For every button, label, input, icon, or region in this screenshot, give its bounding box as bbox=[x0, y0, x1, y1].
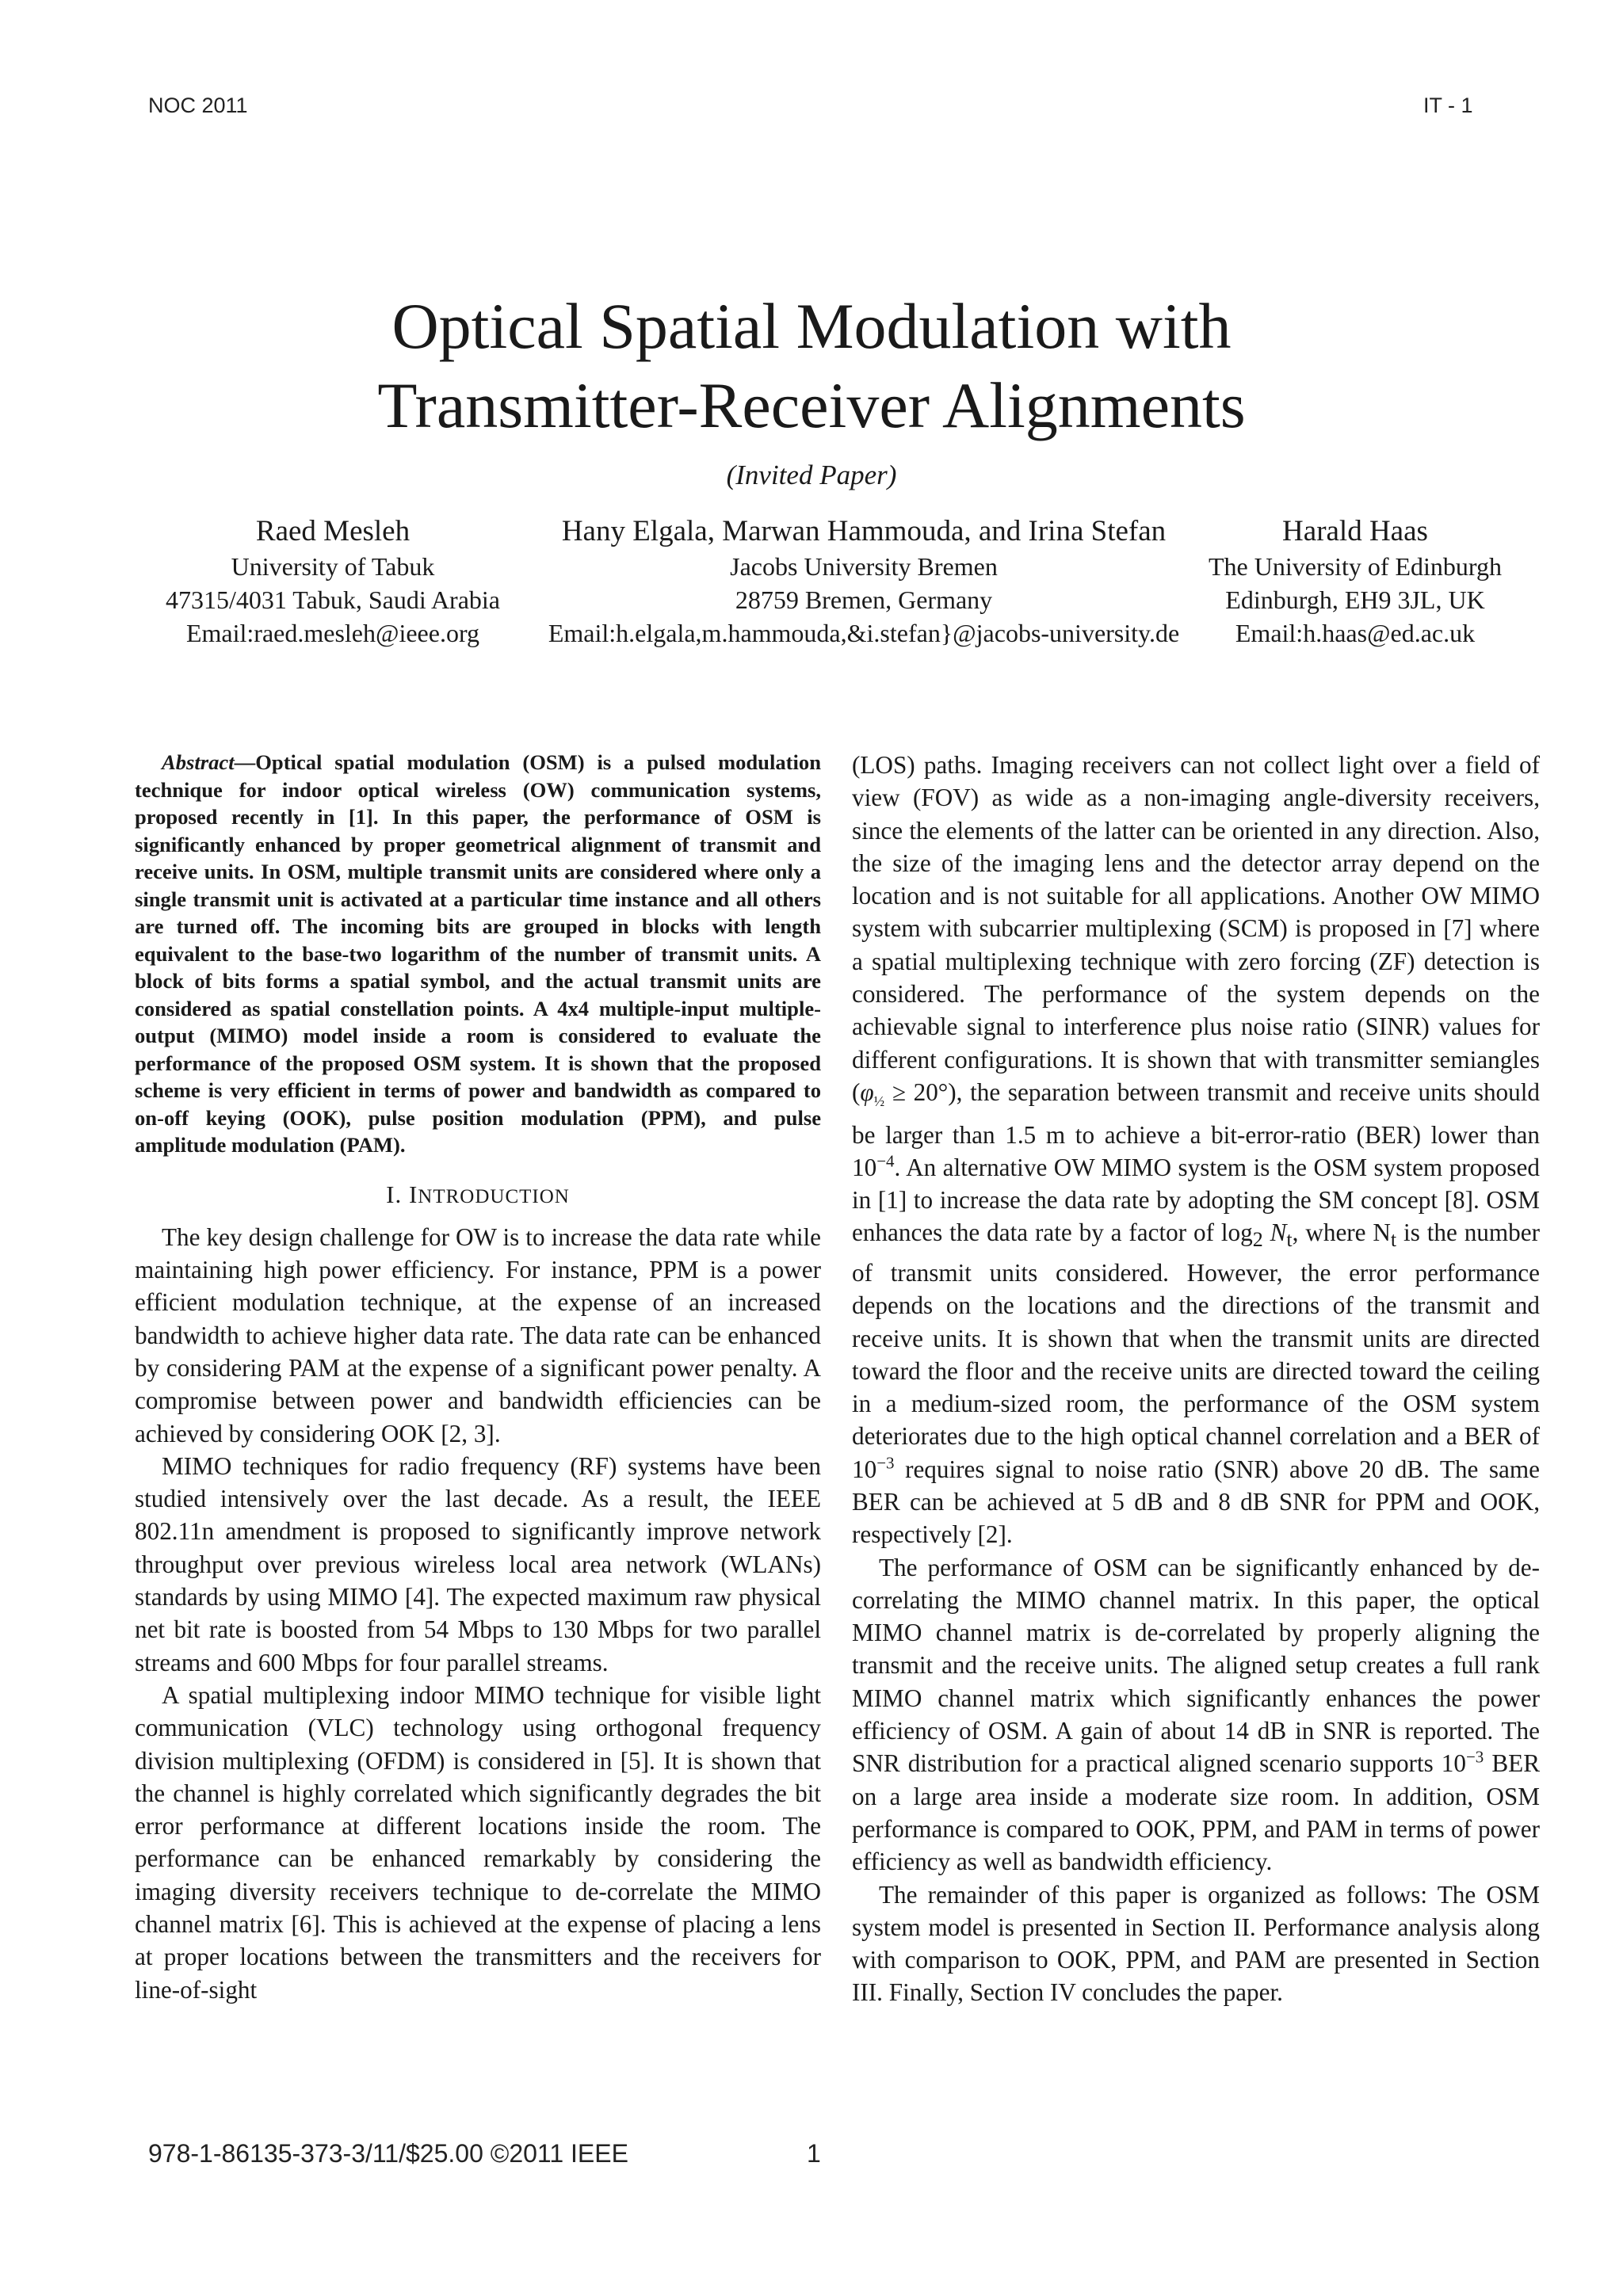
paragraph: The key design challenge for OW is to increase the data rate while maintaining high power efficiency. For instance, PPM is a power efficient modulation technique, at the expense of an increased bandwidth to achieve higher data rate. The data rate can be enhanced by considering PAM at the expense of a significant power penalty. A compromise between power and bandwidth efficiencies can be achieved by considering OOK [2, 3]. bbox=[135, 1222, 821, 1447]
author-affiliation: Jacobs University Bremen bbox=[730, 552, 998, 581]
footer-page-number: 1 bbox=[807, 2139, 821, 2168]
abstract bbox=[135, 749, 821, 1159]
paragraph: The remainder of this paper is organized as follows: The OSM system model is presented in Section II. Performance analysis along with comparison to OOK, PPM, and PAM are presented in Section III. Finally, Section IV concludes the paper. bbox=[852, 1880, 1540, 2007]
nt-subscript: t bbox=[1390, 1228, 1397, 1252]
log-subscript: 2 bbox=[1252, 1228, 1263, 1252]
author-block-3 bbox=[1189, 513, 1522, 650]
section-heading-text: NTRODUCTION bbox=[418, 1185, 570, 1207]
author-name: Harald Haas bbox=[1282, 515, 1428, 547]
author-email: Email:h.elgala,m.hammouda,&i.stefan}@jacobs-university.de bbox=[548, 619, 1180, 647]
author-name: Hany Elgala, Marwan Hammouda, and Irina Stefan bbox=[561, 515, 1167, 547]
nt-subscript: t bbox=[1286, 1228, 1293, 1252]
section-heading-introduction bbox=[135, 1178, 821, 1213]
abstract-text: —Optical spatial modulation (OSM) is a pulsed modulation technique for indoor optical wireless (OW) communication systems, proposed recently in [1]. In this paper, the performance of OSM is significantly enhanced by proper geometrical alignment of transmit and receive units. In OSM, multiple transmit units are considered where only a single transmit unit is activated at a particular time instance and all others are turned off. The incoming bits are grouped in blocks with length equivalent to the base-two logarithm of the number of transmit units. A block of bits forms a spatial symbol, and the actual transmit units are considered as spatial constellation points. A 4x4 multiple-input multiple-output (MIMO) model inside a room is considered to evaluate the performance of the proposed OSM system. It is shown that the proposed scheme is very efficient in terms of power and bandwidth as compared to on-off keying (OOK), pulse position modulation (PPM), and pulse amplitude modulation (PAM). bbox=[135, 750, 821, 1157]
author-email: Email:raed.mesleh@ieee.org bbox=[185, 619, 480, 647]
author-name: Raed Mesleh bbox=[255, 515, 411, 547]
text-run: N bbox=[1262, 1219, 1287, 1247]
abstract-label: Abstract bbox=[162, 750, 235, 774]
phi-subscript: ½ bbox=[873, 1093, 885, 1110]
page-identifier: IT - 1 bbox=[1423, 93, 1473, 117]
author-address: Edinburgh, EH9 3JL, UK bbox=[1225, 585, 1485, 614]
author-address: 28759 Bremen, Germany bbox=[735, 585, 993, 614]
author-address: 47315/4031 Tabuk, Saudi Arabia bbox=[165, 585, 500, 614]
author-block-2 bbox=[507, 513, 1220, 650]
right-column bbox=[852, 749, 1540, 2009]
footer-isbn: 978-1-86135-373-3/11/$25.00 ©2011 IEEE bbox=[148, 2139, 628, 2168]
exponent: −4 bbox=[876, 1151, 895, 1171]
title-line-2: Transmitter-Receiver Alignments bbox=[377, 369, 1246, 441]
phi-symbol: φ bbox=[860, 1077, 874, 1106]
left-column bbox=[135, 749, 821, 2006]
paragraph: MIMO techniques for radio frequency (RF) systems have been studied intensively over the last decade. As a result, the IEEE 802.11n amendment is proposed to significantly improve network throughput over previous wireless local area network (WLANs) standards by using MIMO [4]. The expected maximum raw physical net bit rate is boosted from 54 Mbps to 130 Mbps for two parallel streams and 600 Mbps for four parallel streams. bbox=[135, 1451, 821, 1676]
paragraph bbox=[852, 1551, 1540, 1878]
author-block-1 bbox=[127, 513, 539, 650]
text-run: ≥ 20°), the separation between transmit and receive units should be larger than 1.5 m to achieve a bit-error-ratio (BER) lower than 10 bbox=[852, 1077, 1540, 1181]
text-run: . An alternative OW MIMO system is the OSM system proposed in [1] to increase the data rate by adopting the SM concept [8]. OSM enhances the data rate by a factor of log bbox=[852, 1153, 1540, 1247]
text-run: BER on a large area inside a moderate size room. In addition, OSM performance is compared to OOK, PPM, and PAM in terms of power efficiency as well as bandwidth efficiency. bbox=[852, 1749, 1541, 1876]
text-run: (LOS) paths. Imaging receivers can not collect light over a field of view (FOV) as wide as a non-imaging angle-diversity receivers, since the elements of the latter can be oriented in any direction. Also, the size of the imaging lens and the detector array depend on the location and is not suitable for all applications. Another OW MIMO system with subcarrier multiplexing (SCM) is proposed in [7] where a spatial multiplexing technique with zero forcing (ZF) detection is considered. The performance of the system depends on the achievable signal to interference plus noise ratio (SINR) values for different configurations. It is shown that with transmitter semiangles ( bbox=[852, 751, 1540, 1106]
author-affiliation: University of Tabuk bbox=[231, 552, 435, 581]
text-run: is the number of transmit units considered. However, the error performance depends on the locations and the directions of the transmit and receive units. It is shown that when the transmit units are directed toward the floor and the receive units are directed toward the ceiling in a medium-sized room, the performance of the OSM system deteriorates due to the high optical channel correlation and a BER of 10 bbox=[852, 1219, 1540, 1483]
author-email: Email:h.haas@ed.ac.uk bbox=[1235, 619, 1476, 647]
conference-label: NOC 2011 bbox=[148, 93, 248, 117]
paper-subtitle: (Invited Paper) bbox=[726, 460, 897, 490]
section-numeral: I. I bbox=[386, 1180, 418, 1208]
paragraph bbox=[852, 749, 1540, 1551]
text-run: , where N bbox=[1292, 1219, 1391, 1247]
exponent: −3 bbox=[1465, 1747, 1484, 1767]
text-run: The performance of OSM can be significantly enhanced by de-correlating the MIMO channel matrix. In this paper, the optical MIMO channel matrix is de-correlated by properly aligning the transmit and the receive units. The aligned setup creates a full rank MIMO channel matrix which significantly enhances the power efficiency of OSM. A gain of about 14 dB in SNR is reported. The SNR distribution for a practical aligned scenario supports 10 bbox=[852, 1553, 1540, 1778]
exponent: −3 bbox=[876, 1453, 895, 1473]
text-run: requires signal to noise ratio (SNR) above 20 dB. The same BER can be achieved at 5 dB and 8 dB SNR for PPM and OOK, respectively [2]. bbox=[852, 1455, 1540, 1549]
paragraph: A spatial multiplexing indoor MIMO technique for visible light communication (VLC) technology using orthogonal frequency division multiplexing (OFDM) is considered in [5]. It is shown that the channel is highly correlated which significantly degrades the bit error performance at different locations inside the room. The performance can be enhanced remarkably by considering the imaging diversity receivers technique to de-correlate the MIMO channel matrix [6]. This is achieved at the expense of placing a lens at proper locations between the transmitters and the receivers for line-of-sight bbox=[135, 1680, 821, 2004]
paper-title bbox=[0, 287, 1623, 445]
author-affiliation: The University of Edinburgh bbox=[1208, 552, 1502, 581]
title-line-1: Optical Spatial Modulation with bbox=[391, 290, 1232, 362]
